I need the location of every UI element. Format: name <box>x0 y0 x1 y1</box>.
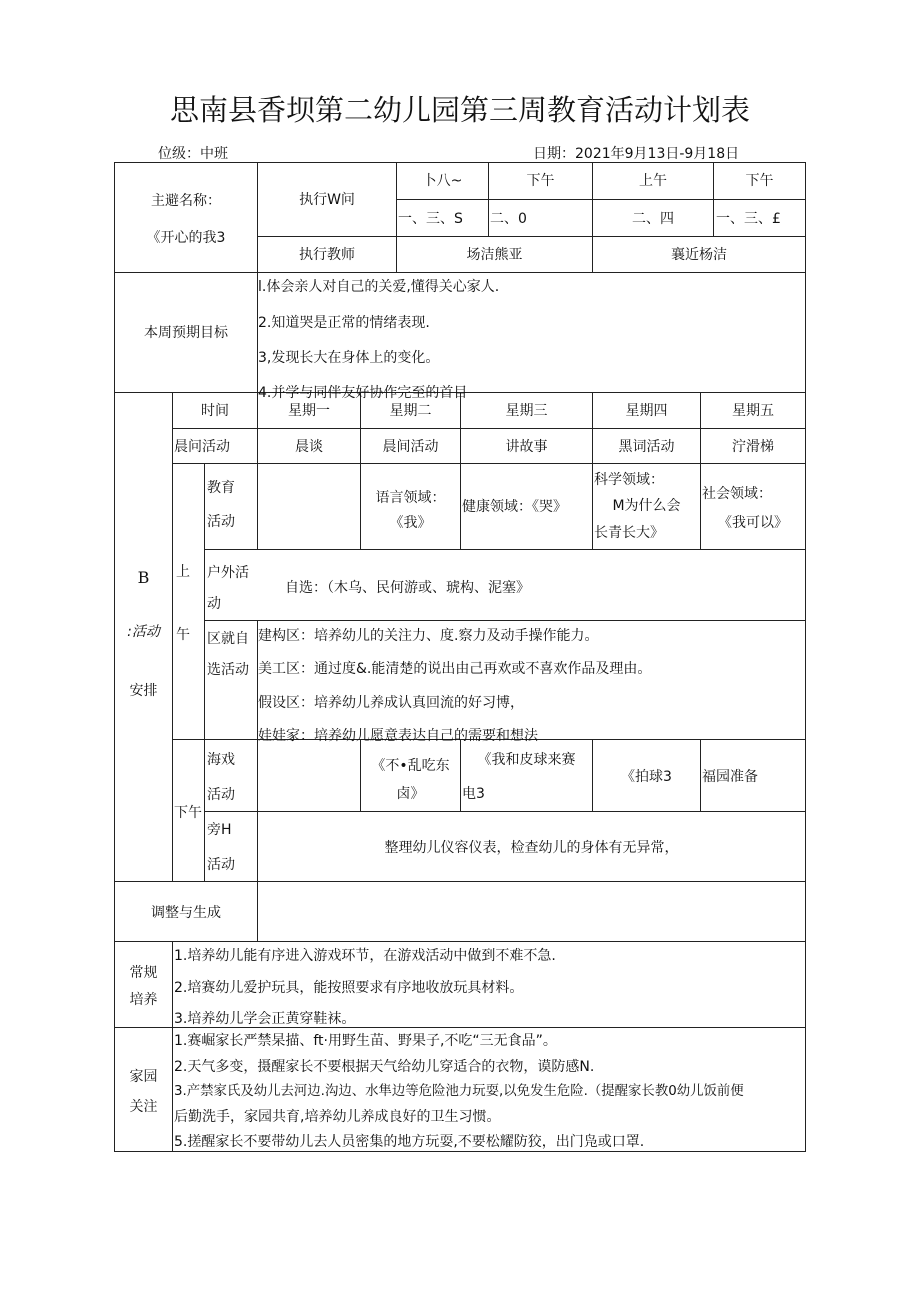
area-item: 建构区：培养幼儿的关注力、度.察力及动手操作能力。 <box>258 628 599 644</box>
routine-label-2: 培养 <box>129 992 158 1008</box>
game-label-1: 海戏 <box>207 752 235 768</box>
area-list <box>258 621 805 744</box>
edu-thu-2: M为什么会 <box>612 498 681 514</box>
goals-list <box>258 273 805 401</box>
page-title: 思南县香坝第二幼儿园第三周教育活动计划表 <box>169 93 750 127</box>
weekday-tue: 星期二 <box>389 403 432 419</box>
game-label-2: 活动 <box>207 787 235 803</box>
game-fri: 福园准备 <box>702 769 758 785</box>
home-label-1: 家园 <box>129 1069 158 1085</box>
game-tue-1: 《不•乱吃东 <box>371 758 450 774</box>
home-item: 1.赛崛家长严禁杲描、ft·用野生苗、野果子,不吃“三无食品”。 <box>174 1033 557 1049</box>
area-item: 美工区：通过度&.能清楚的说出由己再欢或不喜欢作品及理由。 <box>258 661 652 677</box>
edu-tue-2: 《我》 <box>389 515 432 531</box>
schedule-side-label-3: 安排 <box>129 683 158 699</box>
pm-label: 下午 <box>174 805 202 821</box>
outdoor-label-1: 户外活 <box>207 565 249 581</box>
home-label-2: 关注 <box>129 1099 158 1115</box>
goal-item: 4.并学与同伴友好协作完至的首目 <box>258 385 468 401</box>
goals-label: 本周预期目标 <box>144 325 228 341</box>
time-label: 时间 <box>201 403 229 419</box>
edu-wed: 健康领域：《哭》 <box>462 499 567 515</box>
edu-fri-2: 《我可以》 <box>718 515 788 531</box>
home-item: 3.产禁家氏及幼儿去河边.沟边、水隼边等危险池力玩耍,以免发生危险.（提醒家长教0幼儿饭前便 <box>174 1084 744 1099</box>
area-label-1: 区就自 <box>207 631 249 647</box>
morning-fri: 泞滑梯 <box>732 439 774 455</box>
theme-value: 《开心的我3 <box>146 230 226 246</box>
adjust-label: 调整与生成 <box>151 905 221 921</box>
weekday-fri: 星期五 <box>732 403 774 419</box>
edu-fri-1: 社会领域： <box>702 486 772 502</box>
theme-label: 主避名称： <box>151 193 221 209</box>
home-item: 后勤洗手，家园共育,培养幼儿养成良好的卫生习惯。 <box>174 1109 501 1125</box>
morning-mon: 晨谈 <box>295 439 323 455</box>
morning-tue: 晨间活动 <box>382 439 439 455</box>
weekday-mon: 星期一 <box>288 403 330 419</box>
class-label: 位级：中班 <box>158 146 228 162</box>
area-item: 娃娃家：培养幼儿愿意表达自己的需要和想法 <box>258 728 538 744</box>
edu-label-2: 活动 <box>207 514 235 530</box>
routine-label-1: 常规 <box>129 965 158 981</box>
am-label-1: 上 <box>176 564 190 580</box>
game-wed-1: 《我和皮球来赛 <box>477 752 576 768</box>
teacher-am: 场洁熊亚 <box>466 247 523 263</box>
routine-item: 2.培赛幼儿爱护玩具，能按照要求有序地收放玩具材料。 <box>174 980 524 996</box>
leave-text: 整理幼儿仪容仪表，检查幼儿的身体有无异常， <box>384 840 679 856</box>
edu-thu-1: 科学领域： <box>594 472 664 488</box>
weekday-thu: 星期四 <box>625 403 668 419</box>
col4-top: 下午 <box>745 173 774 189</box>
edu-label-1: 教育 <box>207 480 235 496</box>
schedule-side-label-2: :活动 <box>127 624 160 640</box>
edu-tue-1: 语言领域： <box>375 490 446 506</box>
game-tue-2: 卤》 <box>396 786 425 802</box>
goal-item: 3,发现长大在身体上的变化。 <box>258 350 440 366</box>
schedule-side-label-1: B <box>137 568 150 587</box>
exec-time-label: 执行W问 <box>299 192 355 208</box>
col3-days: 二、四 <box>632 211 674 227</box>
leave-label-1: 旁H <box>207 822 232 838</box>
outdoor-label-2: 动 <box>207 596 221 612</box>
goal-item: l.体会亲人对自己的关爱,懂得关心家人. <box>258 279 500 295</box>
home-item: 2.天气多变，摄醒家长不要根据天气给幼儿穿适合的衣物，谟防感N. <box>174 1059 595 1075</box>
outdoor-text: 自选：（木乌、民何游或、琥构、泥塞》 <box>285 580 530 596</box>
date-label: 日期：2021年9月13日-9月18日 <box>533 146 740 162</box>
morning-label: 晨问活动 <box>174 439 230 455</box>
weekday-wed: 星期三 <box>505 403 548 419</box>
col3-top: 上午 <box>639 173 667 189</box>
routine-item: 3.培养幼儿学会正黄穿鞋袜。 <box>174 1011 356 1027</box>
morning-thu: 黑词活动 <box>618 439 675 455</box>
leave-label-2: 活动 <box>207 857 235 873</box>
area-label-2: 选活动 <box>207 662 249 678</box>
teacher-pm: 襄近杨洁 <box>671 247 727 263</box>
col2-days: 二、0 <box>490 211 527 227</box>
area-item: 假设区：培养幼儿养成认真回流的好习博， <box>258 695 524 711</box>
col1-days: 一、三、S <box>398 211 463 227</box>
col1-top: 卜八~ <box>422 173 463 189</box>
col2-top: 下午 <box>526 173 555 189</box>
routine-item: 1.培养幼儿能有序进入游戏环节，在游戏活动中做到不难不急. <box>174 948 556 964</box>
edu-thu-3: 长青长大》 <box>594 525 664 541</box>
teacher-label: 执行教师 <box>299 247 355 263</box>
am-label-2: 午 <box>176 627 190 643</box>
morning-wed: 讲故事 <box>505 439 548 455</box>
game-wed-2: 电3 <box>462 786 485 802</box>
goal-item: 2.知道哭是正常的情绪表现. <box>258 315 430 331</box>
col4-days: 一、三、£ <box>716 211 781 227</box>
game-thu: 《拍球3 <box>621 769 672 785</box>
home-item: 5.搓醒家长不要带幼儿去人员密集的地方玩耍,不要松耀防狡，出门凫或口罩. <box>174 1134 645 1150</box>
